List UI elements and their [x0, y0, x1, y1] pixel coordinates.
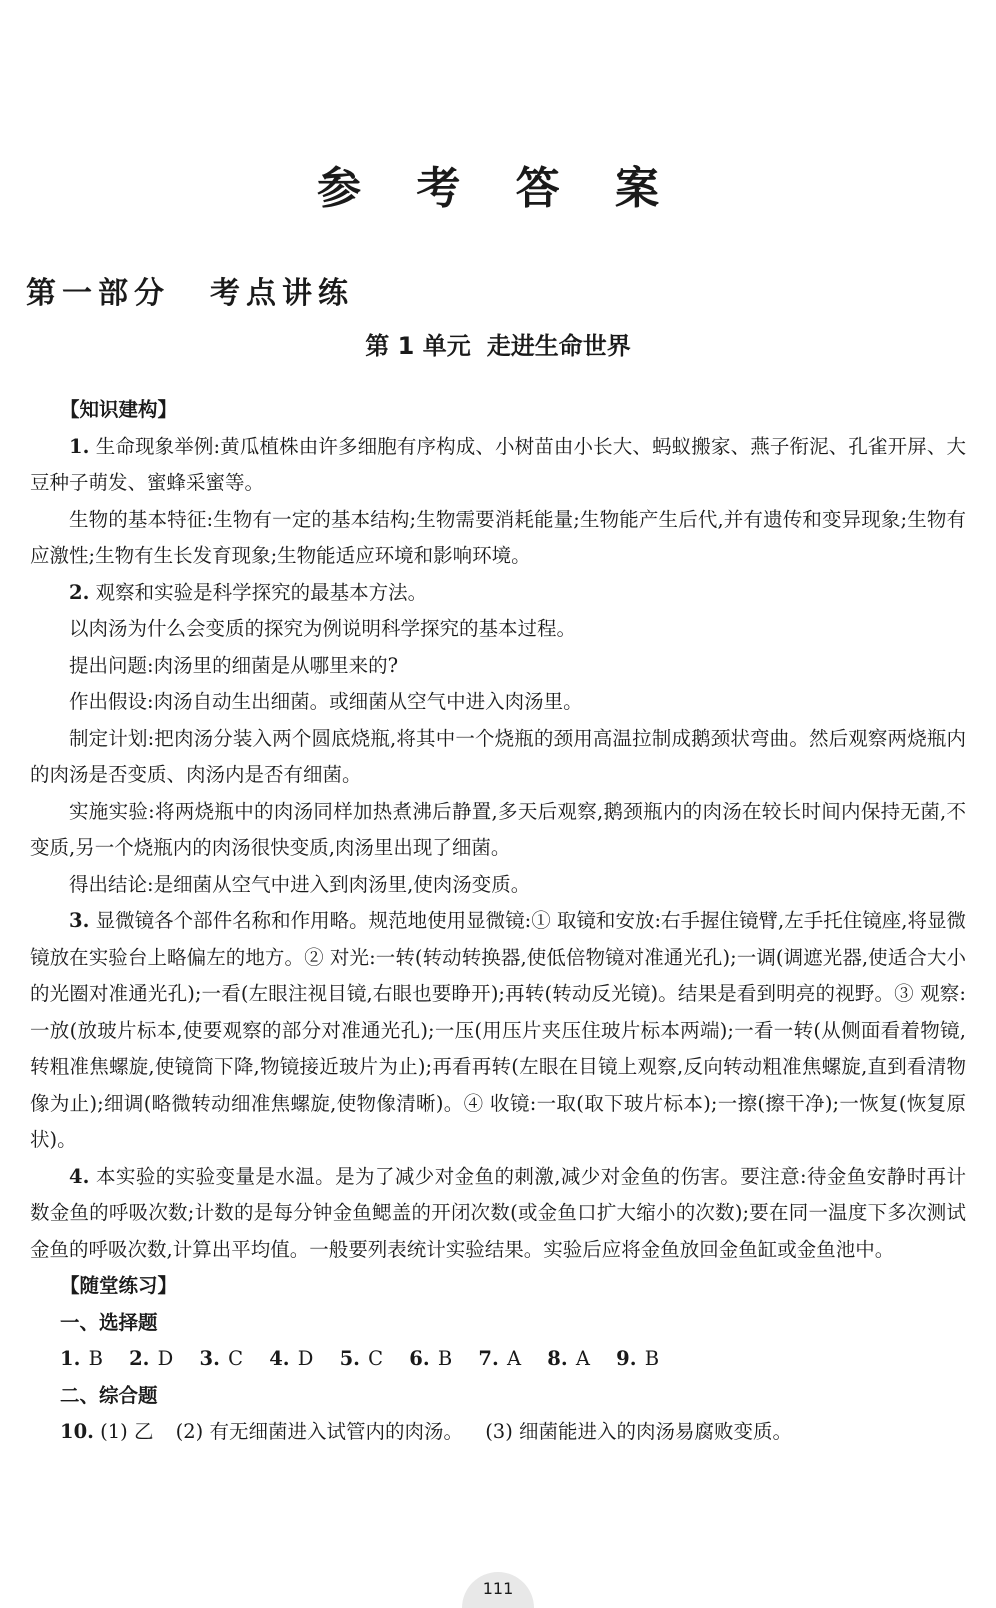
comprehensive-heading: 二、综合题 [60, 1383, 158, 1407]
answer-content [30, 392, 966, 1451]
knowledge-paragraph: 以肉汤为什么会变质的探究为例说明科学探究的基本过程。 [69, 617, 577, 640]
knowledge-paragraph: 提出问题:肉汤里的细菌是从哪里来的? [69, 653, 399, 677]
knowledge-paragraph: 制定计划:把肉汤分装入两个圆底烧瓶,将其中一个烧瓶的颈用高温拉制成鹅颈状弯曲。然后观察两烧瓶内的肉汤是否变质、肉汤内是否有细菌。 [30, 726, 966, 786]
page-number: 111 [462, 1572, 534, 1608]
choice-answer: 6. B [409, 1347, 453, 1370]
section-knowledge-heading: 【知识建构】 [60, 398, 178, 421]
choice-answer: 7. A [478, 1347, 522, 1370]
unit-name: 走进生命世界 [486, 332, 631, 360]
knowledge-paragraph: 3. 显微镜各个部件名称和作用略。规范地使用显微镜:① 取镜和安放:右手握住镜臂,左手托住镜座,将显微镜放在实验台上略偏左的地方。② 对光:一转(转动转换器,使低倍物镜对准通光孔);一调(调遮光器,使适合大小的光圈对准通光孔);一看(左眼注视目镜,右眼也要睁开);再转(转动反光镜)。结果是看到明亮的视野。③ 观察:一放(放玻片标本,使要观察的部分对准通光孔);一压(用压片夹压住玻片标本两端);一看一转(从侧面看着物镜,转粗准焦螺旋,使镜筒下降,物镜接近玻片为止);再看再转(左眼在目镜上观察,反向转动粗准焦螺旋,直到看清物像为止);细调(略微转动细准焦螺旋,使物像清晰)。④ 收镜:一取(取下玻片标本);一擦(擦干净);一恢复(恢复原状)。 [30, 909, 966, 1151]
part-heading [26, 268, 354, 312]
choice-answer: 4. D [269, 1347, 314, 1370]
unit-heading [0, 326, 996, 361]
part-label: 第一部分 [26, 276, 170, 311]
question-10-answer: 10. (1) 乙 (2) 有无细菌进入试管内的肉汤。 (3) 细菌能进入的肉汤易腐败变质。 [60, 1420, 793, 1443]
section-practice-heading: 【随堂练习】 [60, 1274, 178, 1297]
page-title: 参 考 答 案 [317, 163, 679, 214]
choice-answers [30, 1341, 966, 1378]
knowledge-paragraph: 1. 生命现象举例:黄瓜植株由许多细胞有序构成、小树苗由小长大、蚂蚁搬家、燕子衔泥、孔雀开屏、大豆种子萌发、蜜蜂采蜜等。 [30, 434, 967, 494]
choice-answer: 8. A [547, 1347, 590, 1370]
choice-answer: 1. B [60, 1347, 103, 1370]
knowledge-paragraph: 作出假设:肉汤自动生出细菌。或细菌从空气中进入肉汤里。 [69, 690, 583, 713]
knowledge-paragraph: 4. 本实验的实验变量是水温。是为了减少对金鱼的刺激,减少对金鱼的伤害。要注意:待金鱼安静时再计数金鱼的呼吸次数;计数的是每分钟金鱼鳃盖的开闭次数(或金鱼口扩大缩小的次数);要在同一温度下多次测试金鱼的呼吸次数,计算出平均值。一般要列表统计实验结果。实验后应将金鱼放回金鱼缸或金鱼池中。 [30, 1164, 966, 1261]
choice-heading: 一、选择题 [60, 1310, 158, 1334]
knowledge-paragraph: 2. 观察和实验是科学探究的最基本方法。 [69, 580, 428, 604]
knowledge-paragraph: 生物的基本特征:生物有一定的基本结构;生物需要消耗能量;生物能产生后代,并有遗传和变异现象;生物有应激性;生物有生长发育现象;生物能适应环境和影响环境。 [30, 507, 966, 567]
choice-answer: 3. C [199, 1347, 243, 1370]
knowledge-paragraph: 得出结论:是细菌从空气中进入到肉汤里,使肉汤变质。 [69, 872, 531, 896]
part-name: 考点讲练 [210, 276, 354, 311]
choice-answer: 2. D [129, 1347, 174, 1370]
choice-answer: 5. C [339, 1347, 384, 1370]
knowledge-paragraph: 实施实验:将两烧瓶中的肉汤同样加热煮沸后静置,多天后观察,鹅颈瓶内的肉汤在较长时间内保持无菌,不变质,另一个烧瓶内的肉汤很快变质,肉汤里出现了细菌。 [30, 799, 966, 859]
unit-label: 第 1 单元 [365, 332, 471, 360]
choice-answer: 9. B [616, 1347, 660, 1370]
